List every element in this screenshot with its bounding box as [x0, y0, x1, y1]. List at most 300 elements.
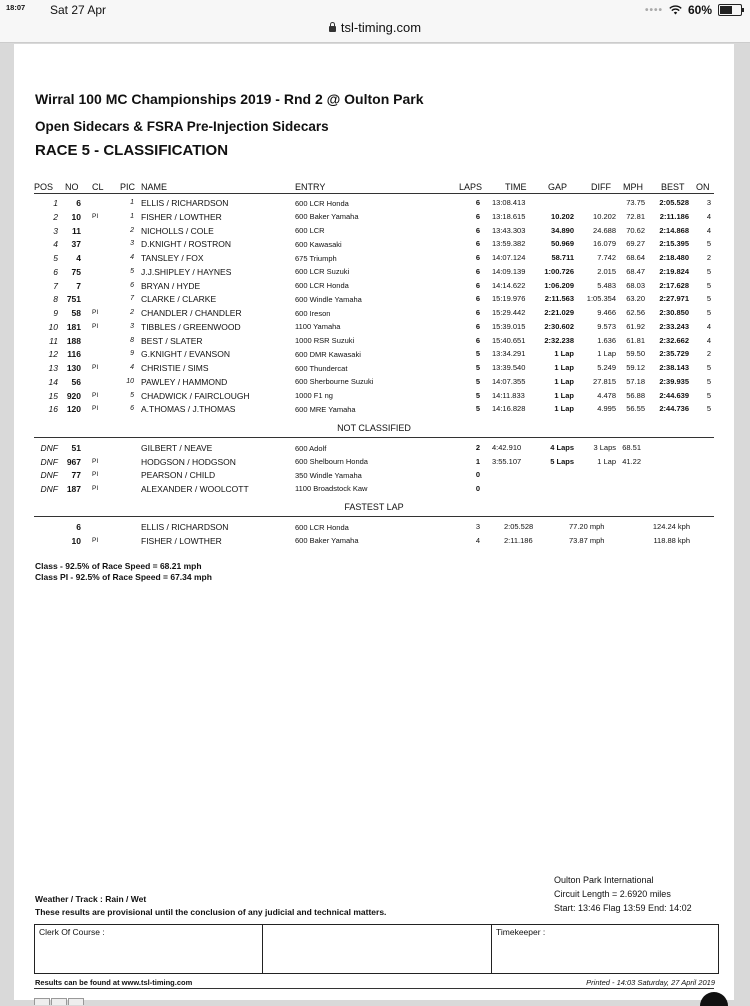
- mph-cell: 61.81: [626, 335, 645, 345]
- status-bar: [0, 0, 750, 20]
- best-on-cell: 5: [706, 404, 711, 414]
- time-cell: 13:08.413: [492, 198, 526, 207]
- laps-cell: 5: [475, 349, 480, 359]
- number-cell: 56: [71, 376, 81, 387]
- result-row: [14, 403, 734, 416]
- best-lap-cell: 2:30.850: [659, 308, 689, 317]
- document-subtitle: Open Sidecars & FSRA Pre-Injection Sidecars: [35, 119, 329, 134]
- diff-cell: 10.202: [593, 211, 616, 221]
- mph-cell: 72.81: [626, 211, 645, 221]
- time-cell: 15:29.442: [492, 308, 526, 317]
- number-cell: 51: [71, 443, 81, 453]
- diff-cell: 1.636: [597, 335, 616, 345]
- status-right: [645, 3, 742, 17]
- number-cell: 751: [66, 294, 81, 305]
- footer-divider: [34, 988, 714, 989]
- number-cell: 187: [66, 483, 81, 494]
- mph-cell: 63.20: [626, 294, 645, 304]
- mph-cell: 57.18: [626, 376, 645, 386]
- name-cell: D.KNIGHT / ROSTRON: [141, 239, 232, 250]
- class-cell: PI: [92, 471, 99, 479]
- pic-cell: 8: [130, 336, 134, 344]
- page-tab: [34, 998, 50, 1005]
- best-lap-cell: 2:35.729: [659, 349, 689, 359]
- fl-divider: [34, 516, 714, 517]
- pos-cell: 5: [53, 253, 58, 263]
- time-cell: 14:14.622: [492, 280, 526, 290]
- pic-cell: 9: [130, 350, 134, 358]
- name-cell: BEST / SLATER: [141, 335, 203, 346]
- result-row: [14, 238, 734, 251]
- result-row: [14, 293, 734, 306]
- diff-cell: 4.995: [597, 404, 616, 414]
- entry-cell: 1100 Broadstock Kaw: [295, 484, 368, 494]
- number-cell: 77: [71, 470, 81, 481]
- col-time: TIME: [505, 182, 527, 192]
- mph-cell: 59.50: [626, 349, 645, 359]
- best-lap-cell: 2:19.824: [659, 266, 689, 276]
- pic-cell: 6: [130, 281, 134, 289]
- class-cell: PI: [92, 405, 99, 413]
- laps-cell: 5: [475, 363, 480, 372]
- pos-cell: 15: [48, 390, 58, 401]
- name-cell: G.KNIGHT / EVANSON: [141, 349, 230, 360]
- entry-cell: 600 Baker Yamaha: [295, 212, 359, 222]
- header-divider: [34, 193, 714, 194]
- entry-cell: 600 Shelbourn Honda: [295, 457, 368, 467]
- time-cell: 13:34.291: [492, 349, 526, 359]
- time-cell: 14:16.828: [492, 404, 526, 414]
- diff-cell: 5.483: [597, 280, 616, 290]
- best-on-cell: 5: [706, 280, 711, 290]
- class-cell: PI: [92, 212, 99, 220]
- time-cell: 14:07.124: [492, 253, 526, 262]
- pic-cell: 10: [126, 377, 134, 385]
- time-cell: 14:07.355: [492, 376, 526, 386]
- best-on-cell: 5: [706, 266, 711, 276]
- gap-cell: 5 Laps: [550, 456, 574, 466]
- best-lap-cell: 2:05.528: [659, 198, 689, 207]
- name-cell: ELLIS / RICHARDSON: [141, 198, 229, 208]
- time-cell: 2:05.528: [504, 522, 534, 531]
- gap-cell: 58.711: [551, 253, 574, 262]
- pic-cell: 1: [130, 212, 134, 220]
- time-cell: 15:40.651: [492, 335, 526, 345]
- battery-percent: 60%: [687, 3, 712, 17]
- gap-cell: 1 Lap: [554, 376, 574, 386]
- best-lap-cell: 2:27.971: [659, 294, 689, 304]
- laps-cell: 1: [475, 456, 480, 466]
- result-row: [14, 197, 734, 210]
- pos-cell: 11: [49, 335, 58, 346]
- diff-cell: 24.688: [593, 225, 616, 235]
- diff-cell: 1 Lap: [597, 349, 616, 359]
- dnf-row: [14, 469, 734, 482]
- pic-cell: 4: [130, 254, 134, 261]
- result-row: [14, 211, 734, 224]
- time-cell: 13:39.540: [492, 363, 526, 372]
- not-classified-heading: NOT CLASSIFIED: [337, 423, 411, 433]
- laps-cell: 6: [475, 225, 480, 235]
- number-cell: 6: [76, 522, 81, 532]
- time-cell: 15:19.976: [492, 294, 526, 304]
- gap-cell: 2:11.563: [544, 294, 574, 304]
- result-row: [14, 266, 734, 279]
- gap-cell: 1 Lap: [554, 390, 574, 400]
- number-cell: 967: [66, 456, 81, 467]
- diff-cell: 5.249: [597, 363, 616, 372]
- name-cell: A.THOMAS / J.THOMAS: [141, 404, 236, 415]
- entry-cell: 600 Adolf: [295, 443, 327, 453]
- pos-cell: 14: [48, 376, 58, 387]
- name-cell: CLARKE / CLARKE: [141, 294, 217, 305]
- page-tab: [68, 998, 84, 1005]
- gap-cell: 2:32.238: [544, 335, 574, 345]
- lap-cell: 4: [475, 535, 480, 545]
- number-cell: 10: [71, 211, 81, 222]
- pic-cell: 3: [130, 322, 134, 330]
- result-row: [14, 252, 734, 265]
- timekeeper-cell: [492, 925, 718, 973]
- url-bar[interactable]: [0, 20, 750, 43]
- entry-cell: 600 Ireson: [295, 308, 331, 318]
- number-cell: 116: [67, 349, 81, 360]
- col-name: NAME: [141, 182, 168, 192]
- best-lap-cell: 2:14.868: [659, 225, 689, 235]
- best-lap-cell: 2:38.143: [659, 363, 689, 372]
- col-on: ON: [696, 182, 710, 192]
- gap-cell: 2:30.602: [544, 321, 574, 331]
- laps-cell: 5: [475, 404, 480, 414]
- name-cell: FISHER / LOWTHER: [141, 535, 222, 546]
- class-cell: PI: [92, 391, 99, 399]
- nc-divider: [34, 437, 714, 438]
- best-lap-cell: 2:39.935: [659, 376, 689, 386]
- speed-kph-cell: 124.24 kph: [652, 522, 690, 531]
- timekeeper-label: Timekeeper :: [496, 927, 546, 937]
- number-cell: 181: [66, 321, 81, 332]
- number-cell: 120: [66, 404, 81, 415]
- speed-mph-cell: 73.87 mph: [569, 535, 605, 545]
- class-cell: PI: [92, 322, 99, 330]
- col-mph: MPH: [623, 182, 643, 192]
- url-text[interactable]: tsl-timing.com: [340, 20, 422, 35]
- best-lap-cell: 2:18.480: [659, 253, 689, 262]
- number-cell: 11: [72, 225, 81, 236]
- best-lap-cell: 2:33.243: [659, 321, 689, 331]
- best-on-cell: 2: [706, 253, 711, 262]
- footer-printed: Printed - 14:03 Saturday, 27 April 2019: [586, 978, 715, 987]
- laps-cell: 6: [475, 198, 480, 207]
- name-cell: ALEXANDER / WOOLCOTT: [141, 483, 249, 494]
- entry-cell: 600 DMR Kawasaki: [295, 349, 361, 359]
- pos-cell: 1: [53, 198, 58, 208]
- mph-cell: 62.56: [626, 308, 645, 317]
- fastest-lap-heading: FASTEST LAP: [344, 502, 404, 512]
- race-times: Start: 13:46 Flag 13:59 End: 14:02: [554, 903, 692, 913]
- best-on-cell: 5: [706, 376, 711, 386]
- name-cell: CHANDLER / CHANDLER: [141, 308, 242, 318]
- best-on-cell: 3: [706, 198, 711, 207]
- result-row: [14, 390, 734, 403]
- entry-cell: 600 Kawasaki: [295, 239, 342, 249]
- clerk-label: Clerk Of Course :: [39, 927, 105, 937]
- name-cell: TIBBLES / GREENWOOD: [141, 321, 241, 332]
- gap-cell: 1 Lap: [554, 349, 574, 359]
- gap-cell: 1 Lap: [554, 404, 574, 414]
- col-no: NO: [65, 182, 79, 192]
- pic-cell: 2: [130, 226, 134, 234]
- entry-cell: 1000 RSR Suzuki: [295, 336, 355, 345]
- name-cell: CHRISTIE / SIMS: [141, 363, 209, 373]
- status-time: 18:07: [6, 3, 26, 12]
- pos-cell: 8: [53, 294, 58, 305]
- mph-cell: 70.62: [626, 225, 645, 235]
- result-row: [14, 348, 734, 361]
- laps-cell: 6: [475, 335, 480, 345]
- entry-cell: 600 MRE Yamaha: [295, 404, 356, 414]
- result-row: [14, 307, 734, 320]
- pic-cell: 4: [130, 364, 134, 371]
- entry-cell: 1000 F1 ng: [295, 391, 333, 400]
- pos-cell: 9: [53, 308, 58, 318]
- best-on-cell: 5: [706, 294, 711, 304]
- time-cell: 14:09.139: [492, 266, 526, 276]
- mph-cell: 41.22: [622, 456, 641, 466]
- entry-cell: 1100 Yamaha: [295, 322, 341, 332]
- name-cell: HODGSON / HODGSON: [141, 456, 236, 467]
- pos-cell: 4: [53, 239, 58, 250]
- time-cell: 13:59.382: [492, 239, 526, 249]
- diff-cell: 1 Lap: [597, 456, 616, 466]
- gap-cell: 1:06.209: [544, 280, 574, 290]
- pos-cell: DNF: [40, 470, 58, 481]
- mph-cell: 59.12: [626, 363, 645, 372]
- result-row: [14, 225, 734, 238]
- class-speed-note: Class - 92.5% of Race Speed = 68.21 mph: [35, 561, 202, 571]
- class-cell: PI: [92, 309, 99, 316]
- entry-cell: 600 LCR: [295, 226, 325, 235]
- pic-cell: 3: [130, 240, 134, 248]
- pos-cell: 10: [48, 321, 58, 332]
- diff-cell: 7.742: [597, 253, 616, 262]
- best-on-cell: 2: [706, 349, 711, 359]
- name-cell: GILBERT / NEAVE: [141, 443, 213, 453]
- name-cell: FISHER / LOWTHER: [141, 211, 222, 222]
- entry-cell: 600 Sherbourne Suzuki: [295, 377, 374, 387]
- mph-cell: 69.27: [626, 239, 645, 249]
- pic-cell: 5: [130, 267, 134, 275]
- pos-cell: 12: [48, 349, 58, 360]
- time-cell: 3:55.107: [492, 456, 522, 466]
- name-cell: BRYAN / HYDE: [141, 280, 201, 291]
- mph-cell: 61.92: [626, 321, 645, 331]
- middle-cell: [263, 925, 492, 973]
- laps-cell: 6: [475, 280, 480, 290]
- best-on-cell: 4: [706, 335, 711, 345]
- best-lap-cell: 2:44.639: [659, 390, 689, 400]
- diff-cell: 2.015: [597, 266, 616, 276]
- clerk-of-course-cell: [35, 925, 263, 973]
- gap-cell: 50.969: [551, 239, 574, 249]
- diff-cell: 4.478: [597, 390, 616, 400]
- mph-cell: 68.47: [626, 266, 645, 276]
- pic-cell: 2: [130, 309, 134, 316]
- entry-cell: 600 Windle Yamaha: [295, 294, 362, 304]
- lock-icon: [329, 26, 336, 32]
- diff-cell: 3 Laps: [593, 443, 616, 452]
- name-cell: CHADWICK / FAIRCLOUGH: [141, 390, 250, 401]
- best-on-cell: 5: [706, 363, 711, 372]
- number-cell: 75: [71, 266, 81, 277]
- result-row: [14, 321, 734, 334]
- class-pi-speed-note: Class PI - 92.5% of Race Speed = 67.34 mph: [35, 572, 212, 582]
- pos-cell: 16: [48, 404, 58, 415]
- mph-cell: 68.03: [626, 280, 645, 290]
- time-cell: 2:11.186: [504, 535, 533, 545]
- entry-cell: 600 Baker Yamaha: [295, 536, 359, 546]
- name-cell: TANSLEY / FOX: [141, 253, 204, 263]
- entry-cell: 350 Windle Yamaha: [295, 470, 362, 480]
- diff-cell: 9.466: [597, 308, 616, 317]
- pos-cell: 2: [53, 211, 58, 222]
- battery-icon: [718, 4, 742, 16]
- laps-cell: 6: [475, 239, 480, 249]
- signal-dots-icon: ••••: [644, 4, 663, 16]
- battery-fill: [720, 6, 732, 14]
- pos-cell: DNF: [40, 443, 58, 453]
- document-title: Wirral 100 MC Championships 2019 - Rnd 2 @ Oulton Park: [35, 91, 424, 107]
- pos-cell: DNF: [40, 456, 58, 467]
- wifi-icon: [669, 5, 682, 15]
- number-cell: 37: [71, 239, 81, 250]
- best-lap-cell: 2:32.662: [659, 335, 689, 345]
- entry-cell: 600 Thundercat: [295, 363, 348, 373]
- result-row: [14, 362, 734, 375]
- col-best: BEST: [661, 182, 685, 192]
- diff-cell: 9.573: [597, 321, 616, 331]
- laps-cell: 0: [475, 470, 480, 480]
- col-pic: PIC: [120, 182, 136, 192]
- laps-cell: 6: [475, 321, 480, 331]
- laps-cell: 6: [475, 253, 480, 262]
- laps-cell: 5: [475, 376, 480, 386]
- pos-cell: 6: [53, 266, 58, 277]
- entry-cell: 600 LCR Honda: [295, 281, 349, 290]
- pic-cell: 6: [130, 405, 134, 413]
- number-cell: 7: [76, 280, 81, 291]
- pos-cell: 7: [53, 280, 58, 291]
- pic-cell: 5: [130, 391, 134, 399]
- class-cell: PI: [92, 457, 99, 465]
- col-pos: POS: [34, 182, 54, 192]
- result-row: [14, 376, 734, 389]
- laps-cell: 6: [475, 211, 480, 221]
- pos-cell: 3: [53, 225, 58, 236]
- best-on-cell: 5: [706, 308, 711, 317]
- entry-cell: 600 LCR Suzuki: [295, 267, 350, 277]
- pic-cell: 7: [130, 295, 134, 303]
- name-cell: NICHOLLS / COLE: [141, 225, 214, 236]
- entry-cell: 675 Triumph: [295, 253, 337, 263]
- col-cl: CL: [92, 182, 104, 192]
- time-cell: 4:42.910: [492, 443, 522, 452]
- gap-cell: 2:21.029: [544, 308, 574, 317]
- fastest-lap-row: [14, 535, 734, 548]
- logo-edge: [700, 992, 728, 1006]
- results-document: [14, 44, 734, 1000]
- laps-cell: 5: [475, 390, 480, 400]
- gap-cell: 1:00.726: [544, 266, 574, 276]
- laps-cell: 0: [475, 483, 480, 493]
- number-cell: 10: [71, 535, 81, 546]
- pic-cell: 1: [130, 199, 134, 206]
- best-on-cell: 4: [706, 225, 711, 235]
- laps-cell: 2: [475, 443, 480, 452]
- provisional-note: These results are provisional until the conclusion of any judicial and technical matters.: [35, 907, 387, 917]
- mph-cell: 56.88: [626, 390, 645, 400]
- race-title: RACE 5 - CLASSIFICATION: [35, 142, 229, 159]
- col-diff: DIFF: [591, 182, 611, 192]
- gap-cell: 1 Lap: [554, 363, 574, 372]
- mph-cell: 56.55: [626, 404, 645, 414]
- mph-cell: 73.75: [626, 198, 645, 207]
- best-on-cell: 5: [706, 239, 711, 249]
- circuit-name: Oulton Park International: [554, 875, 654, 885]
- gap-cell: 10.202: [551, 211, 574, 221]
- best-lap-cell: 2:44.736: [659, 404, 689, 414]
- col-laps: LAPS: [459, 182, 483, 192]
- pos-cell: 13: [48, 363, 58, 373]
- gap-cell: 4 Laps: [550, 443, 574, 452]
- diff-cell: 16.079: [593, 239, 616, 249]
- number-cell: 58: [71, 308, 81, 318]
- pos-cell: DNF: [40, 483, 58, 494]
- best-on-cell: 5: [706, 390, 711, 400]
- entry-cell: 600 LCR Honda: [295, 522, 349, 532]
- mph-cell: 68.51: [622, 443, 641, 452]
- dnf-row: [14, 442, 734, 455]
- gap-cell: 34.890: [551, 225, 574, 235]
- col-gap: GAP: [548, 182, 568, 192]
- name-cell: PAWLEY / HAMMOND: [141, 376, 228, 387]
- diff-cell: 27.815: [593, 376, 616, 386]
- weather-note: Weather / Track : Rain / Wet: [35, 894, 147, 904]
- dnf-row: [14, 483, 734, 496]
- entry-cell: 600 LCR Honda: [295, 198, 349, 208]
- class-cell: PI: [92, 364, 99, 371]
- laps-cell: 6: [475, 294, 480, 304]
- speed-kph-cell: 118.88 kph: [653, 535, 690, 545]
- name-cell: J.J.SHIPLEY / HAYNES: [141, 266, 232, 277]
- number-cell: 6: [76, 198, 81, 208]
- time-cell: 15:39.015: [492, 321, 526, 331]
- status-date: Sat 27 Apr: [50, 3, 107, 17]
- diff-cell: 1:05.354: [586, 294, 616, 304]
- result-row: [14, 280, 734, 293]
- number-cell: 130: [66, 363, 81, 373]
- number-cell: 4: [76, 253, 81, 263]
- best-lap-cell: 2:17.628: [659, 280, 689, 290]
- time-cell: 13:18.615: [492, 211, 526, 221]
- dnf-row: [14, 456, 734, 469]
- page-tab: [51, 998, 67, 1005]
- mph-cell: 68.64: [626, 253, 645, 262]
- col-entry: ENTRY: [295, 182, 326, 192]
- signature-box: [34, 924, 719, 974]
- laps-cell: 6: [475, 308, 480, 317]
- circuit-length: Circuit Length = 2.6920 miles: [554, 889, 671, 899]
